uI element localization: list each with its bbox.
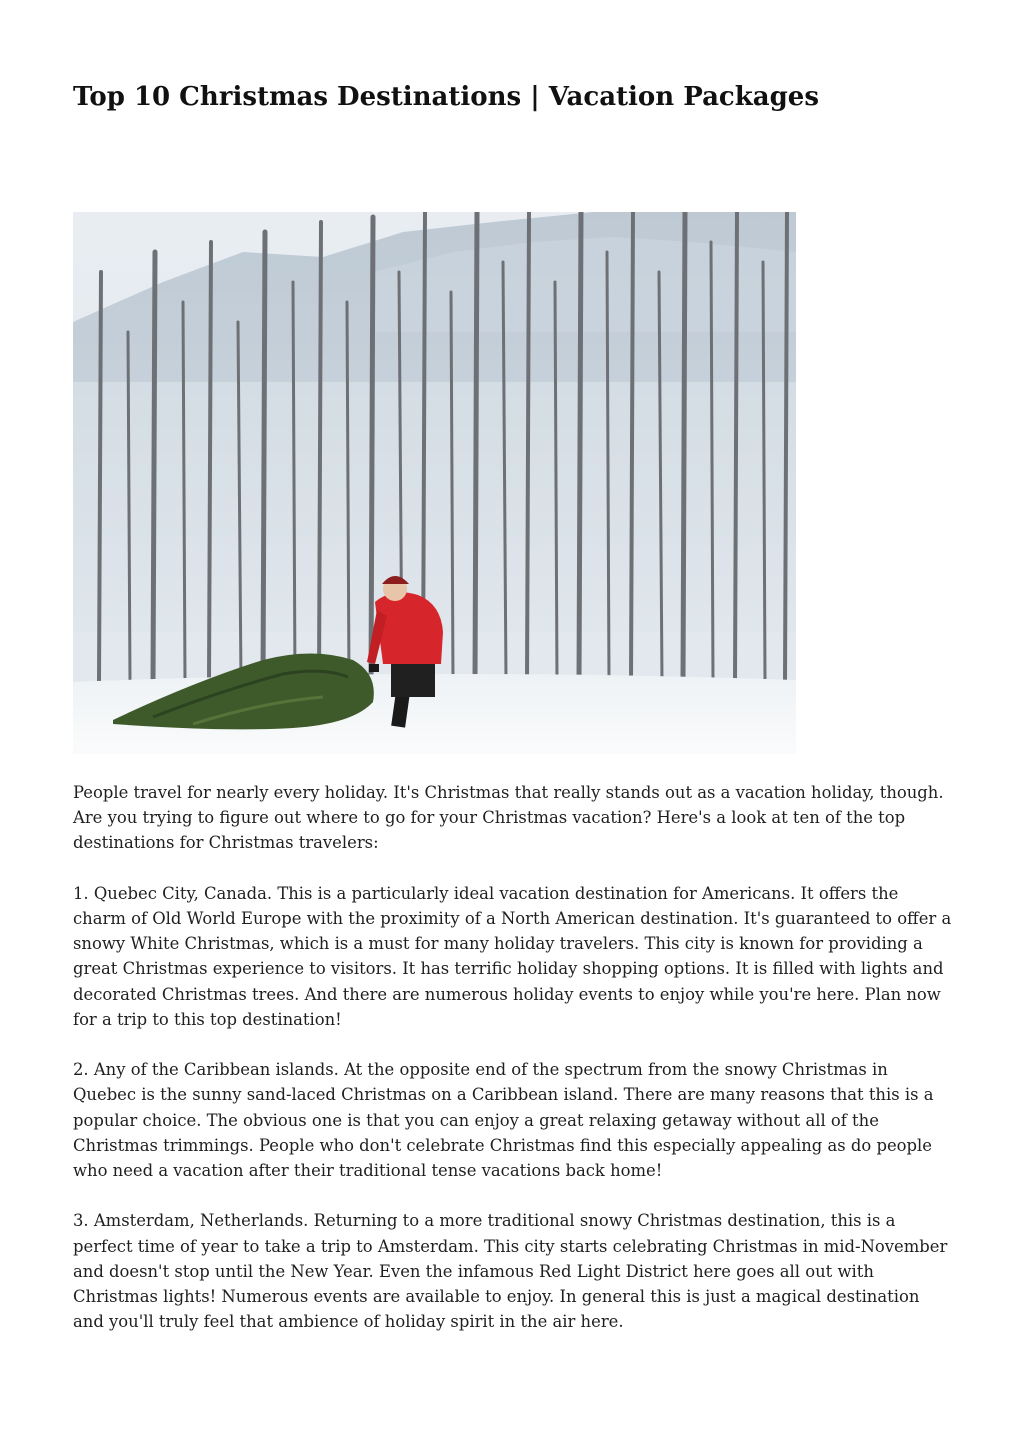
- intro-paragraph: People travel for nearly every holiday. It's Christmas that really stands out as a vacation holiday, though. Are you trying to figure out where to go for your Christmas vacation? Here's a look at ten of the top destinations for Christmas travelers:: [73, 783, 944, 853]
- page-title: Top 10 Christmas Destinations | Vacation Packages: [73, 82, 819, 112]
- destination-paragraph-3: 3. Amsterdam, Netherlands. Returning to a more traditional snowy Christmas destination, this is a perfect time of year to take a trip to Amsterdam. This city starts celebrating Christmas in mid-November and doesn't stop until the New Year. Even the infamous Red Light District here goes all out with Christmas lights! Numerous events are available to enjoy. In general this is just a magical destination and you'll truly feel that ambience of holiday spirit in the air here.: [73, 1211, 948, 1332]
- destination-paragraph-2: 2. Any of the Caribbean islands. At the opposite end of the spectrum from the snowy Christmas in Quebec is the sunny sand-laced Christmas on a Caribbean island. There are many reasons that this is a popular choice. The obvious one is that you can enjoy a great relaxing getaway without all of the Christmas trimmings. People who don't celebrate Christmas find this especially appealing as do people who need a vacation after their traditional tense vacations back home!: [73, 1060, 934, 1181]
- destination-paragraph-1: 1. Quebec City, Canada. This is a particularly ideal vacation destination for Americans. It offers the charm of Old World Europe with the proximity of a North American destination. It's guaranteed to offer a snowy White Christmas, which is a must for many holiday travelers. This city is known for providing a great Christmas experience to visitors. It has terrific holiday shopping options. It is filled with lights and decorated Christmas trees. And there are numerous holiday events to enjoy while you're here. Plan now for a trip to this top destination!: [73, 883, 952, 1029]
- winter-forest-photo: [73, 212, 796, 754]
- article-body: [73, 780, 953, 1360]
